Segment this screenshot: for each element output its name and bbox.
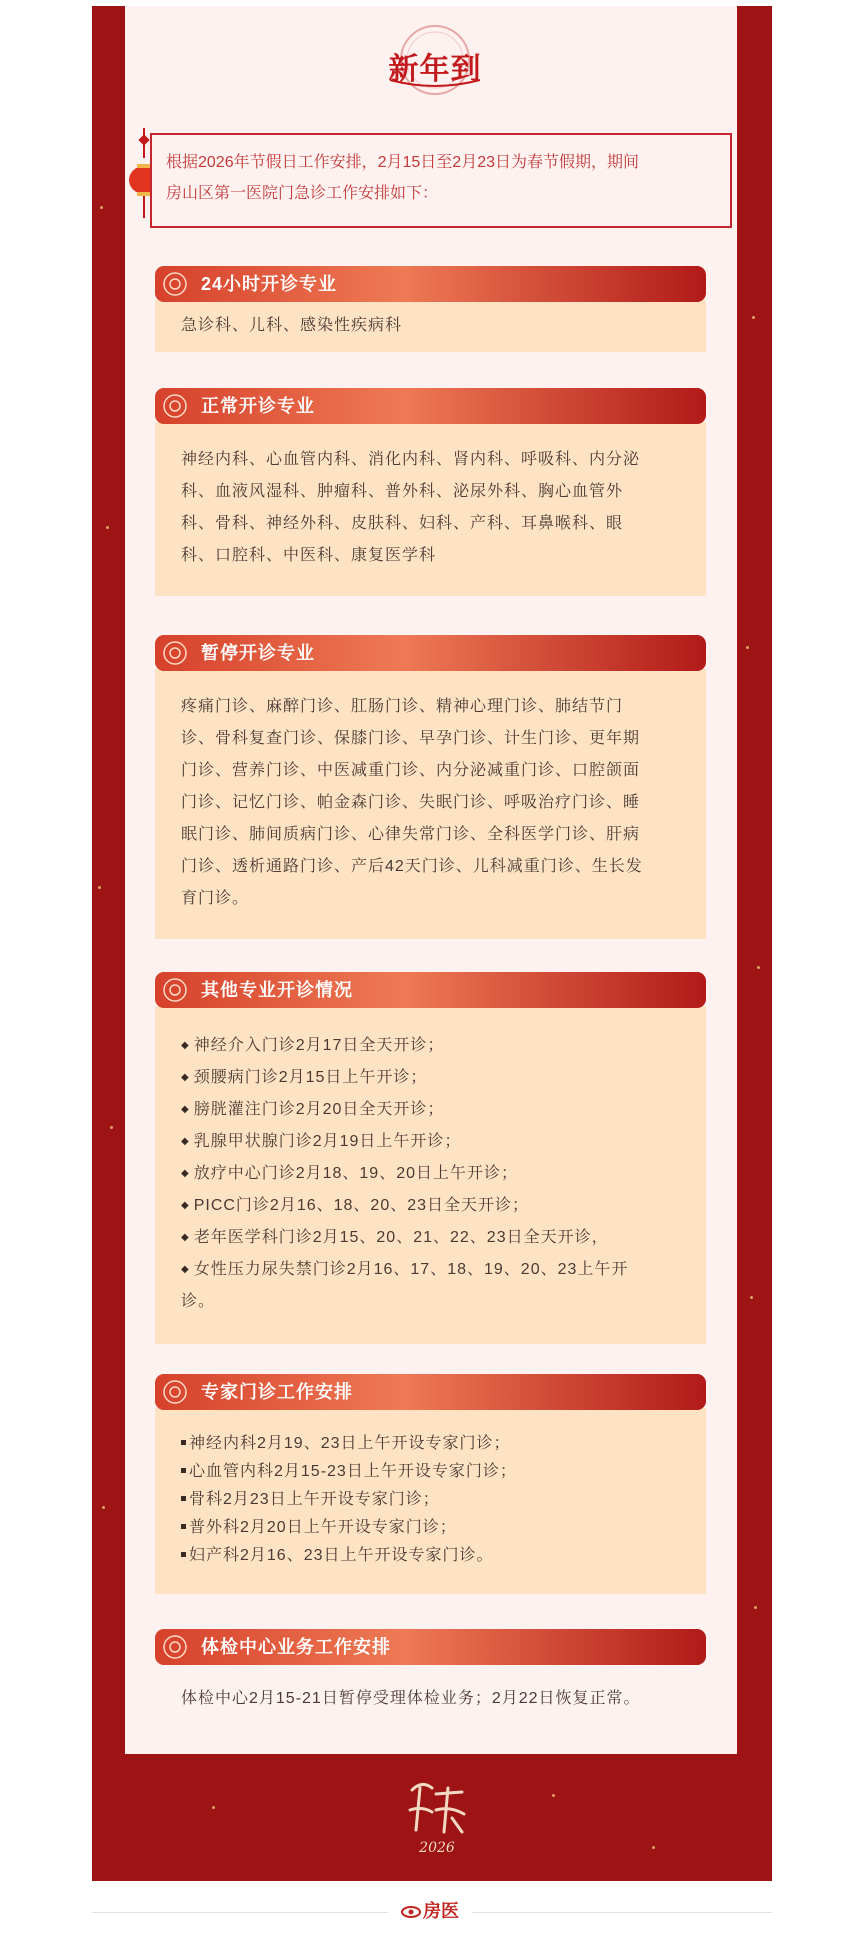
- section-title: 暂停开诊专业: [201, 643, 315, 663]
- diamond-bullet-icon: ◆: [181, 1072, 190, 1083]
- intro-notice: [150, 133, 732, 228]
- section-line: 育门诊。: [181, 890, 250, 907]
- section-expert: [155, 1374, 706, 1594]
- footer-year: 2026: [419, 1840, 455, 1856]
- flower-badge-icon: [161, 1378, 189, 1406]
- section-line: 门诊、营养门诊、中医减重门诊、内分泌减重门诊、口腔颌面: [181, 762, 641, 779]
- list-item: ◆ 老年医学科门诊2月15、20、21、22、23日全天开诊，: [181, 1229, 609, 1246]
- square-bullet-icon: [181, 1552, 186, 1557]
- section-body: [155, 422, 706, 596]
- section-line: 科、骨科、神经外科、皮肤科、妇科、产科、耳鼻喉科、眼: [181, 515, 624, 532]
- flower-badge-icon: [161, 1633, 189, 1661]
- diamond-bullet-icon: ◆: [181, 1232, 190, 1243]
- new-year-logo: [370, 20, 500, 100]
- section-title: 其他专业开诊情况: [201, 980, 353, 1000]
- section-title: 正常开诊专业: [201, 396, 315, 416]
- section-body: [155, 1408, 706, 1594]
- list-item: ◆ 女性压力尿失禁门诊2月16、17、18、19、20、23上午开: [181, 1261, 629, 1278]
- square-bullet-icon: [181, 1524, 186, 1529]
- section-body: [155, 1006, 706, 1344]
- square-bullet-icon: [181, 1440, 186, 1445]
- diamond-bullet-icon: ◆: [181, 1264, 190, 1275]
- list-item: 妇产科2月16、23日上午开设专家门诊。: [181, 1542, 680, 1570]
- list-item: ◆ 颈腰病门诊2月15日上午开诊；: [181, 1069, 428, 1086]
- section-title: 专家门诊工作安排: [201, 1382, 353, 1402]
- section-header: [155, 972, 706, 1008]
- square-bullet-icon: [181, 1496, 186, 1501]
- brand-logo[interactable]: [388, 1899, 472, 1923]
- section-line: 体检中心2月15-21日暂停受理体检业务；2月22日恢复正常。: [181, 1690, 641, 1707]
- flower-badge-icon: [161, 392, 189, 420]
- section-line: 科、口腔科、中医科、康复医学科: [181, 547, 437, 564]
- section-line: 诊、骨科复查门诊、保膝门诊、早孕门诊、计生门诊、更年期: [181, 730, 641, 747]
- list-item-continuation: 诊。: [181, 1293, 216, 1310]
- list-item: 普外科2月20日上午开设专家门诊；: [181, 1514, 680, 1542]
- list-item: 心血管内科2月15-23日上午开设专家门诊；: [181, 1458, 680, 1486]
- flower-badge-icon: [161, 270, 189, 298]
- section-other: [155, 972, 706, 1344]
- section-paused: [155, 635, 706, 939]
- intro-line-1: 根据2026年节假日工作安排，2月15日至2月23日为春节假期，期间: [166, 154, 639, 171]
- list-item: 骨科2月23日上午开设专家门诊；: [181, 1486, 680, 1514]
- fu-calligraphy-logo: [392, 1770, 482, 1860]
- section-checkup: [155, 1629, 706, 1745]
- diamond-bullet-icon: ◆: [181, 1136, 190, 1147]
- section-title: 24小时开诊专业: [201, 274, 338, 294]
- section-line: 神经内科、心血管内科、消化内科、肾内科、呼吸科、内分泌: [181, 451, 641, 468]
- list-item: ◆ 膀胱灌注门诊2月20日全天开诊；: [181, 1101, 445, 1118]
- list-item: ◆ PICC门诊2月16、18、20、23日全天开诊；: [181, 1197, 530, 1214]
- section-body: [155, 1663, 706, 1745]
- flower-badge-icon: [161, 976, 189, 1004]
- intro-text: [166, 147, 726, 209]
- eye-icon: [401, 1906, 421, 1918]
- section-body: [155, 300, 706, 352]
- section-normal: [155, 388, 706, 596]
- section-line: 科、血液风湿科、肿瘤科、普外科、泌尿外科、胸心血管外: [181, 483, 624, 500]
- section-header: [155, 388, 706, 424]
- diamond-bullet-icon: ◆: [181, 1104, 190, 1115]
- logo-text: 新年到: [388, 52, 482, 87]
- section-header: [155, 1374, 706, 1410]
- list-item: ◆ 放疗中心门诊2月18、19、20日上午开诊；: [181, 1165, 518, 1182]
- diamond-bullet-icon: ◆: [181, 1168, 190, 1179]
- diamond-bullet-icon: ◆: [181, 1200, 190, 1211]
- section-header: [155, 266, 706, 302]
- section-line: 急诊科、儿科、感染性疾病科: [181, 317, 403, 334]
- list-item: 神经内科2月19、23日上午开设专家门诊；: [181, 1430, 680, 1458]
- section-line: 眠门诊、肺间质病门诊、心律失常门诊、全科医学门诊、肝病: [181, 826, 641, 843]
- brand-text: 房医: [423, 1901, 459, 1921]
- section-line: 门诊、记忆门诊、帕金森门诊、失眠门诊、呼吸治疗门诊、睡: [181, 794, 641, 811]
- diamond-bullet-icon: ◆: [181, 1040, 190, 1051]
- flower-badge-icon: [161, 639, 189, 667]
- list-item: ◆ 乳腺甲状腺门诊2月19日上午开诊；: [181, 1133, 462, 1150]
- section-title: 体检中心业务工作安排: [201, 1637, 391, 1657]
- section-line: 门诊、透析通路门诊、产后42天门诊、儿科减重门诊、生长发: [181, 858, 643, 875]
- section-line: 疼痛门诊、麻醉门诊、肛肠门诊、精神心理门诊、肺结节门: [181, 698, 624, 715]
- section-header: [155, 635, 706, 671]
- square-bullet-icon: [181, 1468, 186, 1473]
- section-header: [155, 1629, 706, 1665]
- intro-line-2: 房山区第一医院门急诊工作安排如下：: [166, 185, 439, 202]
- list-item: ◆ 神经介入门诊2月17日全天开诊；: [181, 1037, 445, 1054]
- section-body: [155, 669, 706, 939]
- section-24h: [155, 266, 706, 352]
